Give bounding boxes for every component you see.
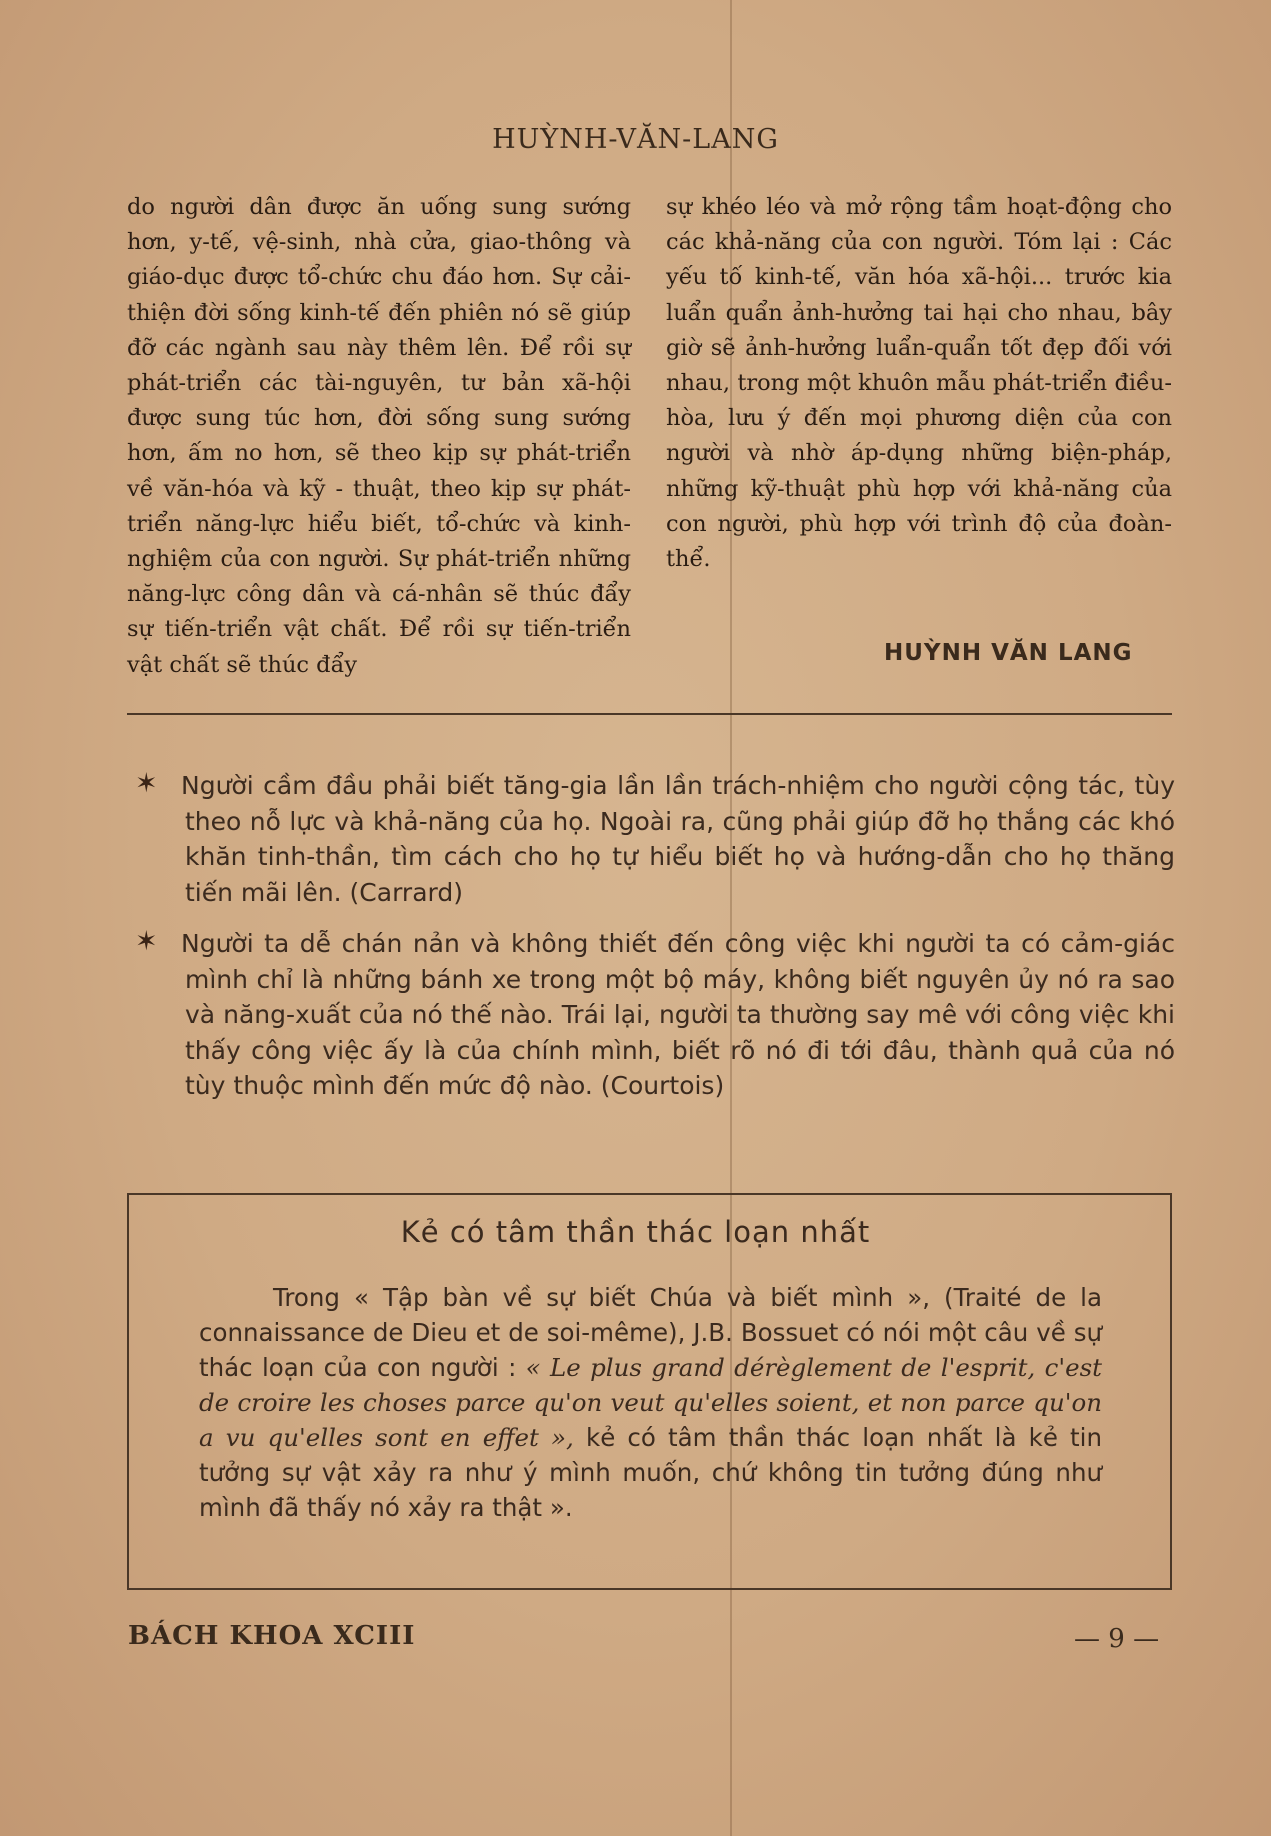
quote-text: Người cầm đầu phải biết tăng-gia lần lần trách-nhiệm cho người cộng tác, tùy theo nỗ lực và khả-năng của họ. Ngoài ra, cũng phải giúp đỡ họ thắng các khó khăn tinh-thần, tìm cách cho họ tự hiểu biết họ và hướng-dẫn cho họ thăng tiến mãi lên. (Carrard) [181,771,1175,907]
box-top-rule [127,1193,1172,1195]
box-intro: Trong « Tập bàn về sự biết Chúa và biết mình », (Traité de la connaissance de Dieu et de soi-même), J.B. Bossuet có nói một câu về sự thác loạn của con người : [199,1283,1102,1382]
star-bullet-icon: ✶ [135,768,158,799]
article-left-column [127,190,631,683]
article-right-column [666,190,1172,577]
quote-courtois [135,926,1175,1104]
box-body [199,1280,1102,1525]
box-left-rule [127,1193,129,1589]
box-title: Kẻ có tâm thần thác loạn nhất [400,1215,871,1249]
star-bullet-icon: ✶ [135,926,158,957]
left-column-text: do người dân được ăn uống sung sướng hơn, y-tế, vệ-sinh, nhà cửa, giao-thông và giáo-dục được tổ-chức chu đáo hơn. Sự cải-thiện đời sống kinh-tế đến phiên nó sẽ giúp đỡ các ngành sau này thêm lên. Để rồi sự phát-triển các tài-nguyên, tư bản xã-hội được sung túc hơn, đời sống sung sướng hơn, ấm no hơn, sẽ theo kịp sự phát-triển về văn-hóa và kỹ - thuật, theo kịp sự phát-triển năng-lực hiểu biết, tổ-chức và kinh-nghiệm của con người. Sự phát-triển những năng-lực công dân và cá-nhân sẽ thúc đẩy sự tiến-triển vật chất. Để rồi sự tiến-triển vật chất sẽ thúc đẩy [127,194,631,678]
quote-text: Người ta dễ chán nản và không thiết đến công việc khi người ta có cảm-giác mình chỉ là những bánh xe trong một bộ máy, không biết nguyên ủy nó ra sao và năng-xuất của nó thế nào. Trái lại, người ta thường say mê với công việc khi thấy công việc ấy là của chính mình, biết rõ nó đi tới đâu, thành quả của nó tùy thuộc mình đến mức độ nào. (Courtois) [181,929,1175,1100]
box-french-quote: « Le plus grand dérèglement de l'esprit, c'est de croire les choses parce qu'on veut qu'elles soient, et non parce qu'on a vu qu'elles sont en effet », [199,1353,1102,1452]
box-outro: kẻ có tâm thần thác loạn nhất là kẻ tin tưởng sự vật xảy ra như ý mình muốn, chứ không tin tưởng đúng như mình đã thấy nó xảy ra thật ». [199,1423,1102,1522]
right-column-text: sự khéo léo và mở rộng tầm hoạt-động cho các khả-năng của con người. Tóm lại : Các yếu tố kinh-tế, văn hóa xã-hội... trước kia luẩn quẩn ảnh-hưởng tai hại cho nhau, bây giờ sẽ ảnh-hưởng luẩn-quẩn tốt đẹp đối với nhau, trong một khuôn mẫu phát-triển điều-hòa, lưu ý đến mọi phương diện của con người và nhờ áp-dụng những biện-pháp, những kỹ-thuật phù hợp với khả-năng của con người, phù hợp với trình độ của đoàn-thể. [666,194,1172,573]
page-number: — 9 — [1074,1624,1160,1654]
running-header: HUỲNH-VĂN-LANG [492,124,779,155]
box-right-rule [1170,1193,1172,1589]
author-signature: HUỲNH VĂN LANG [884,640,1133,666]
box-bottom-rule [127,1588,1172,1590]
section-divider [127,713,1172,715]
magazine-issue: BÁCH KHOA XCIII [128,1621,416,1651]
quote-carrard [135,768,1175,910]
